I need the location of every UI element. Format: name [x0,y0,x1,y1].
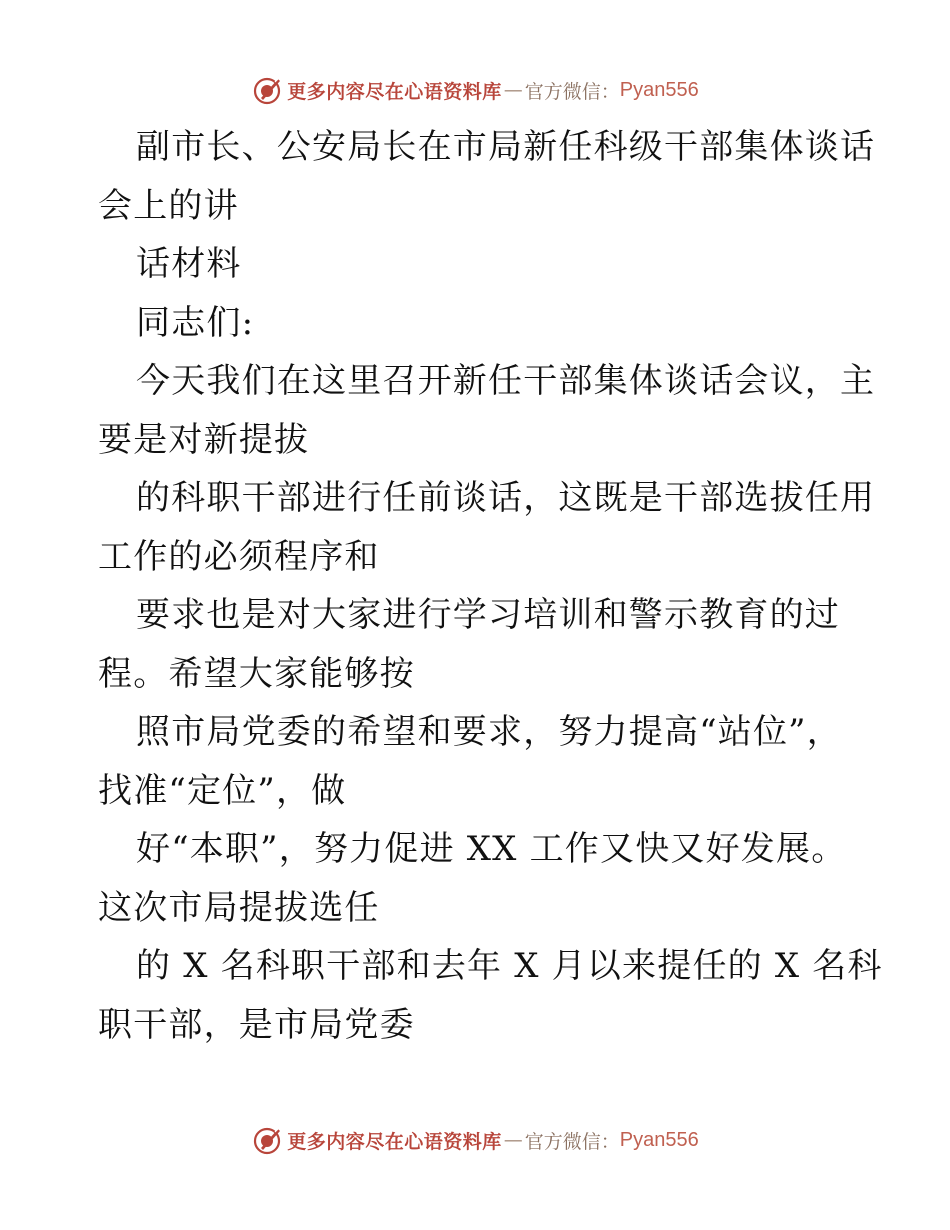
document-body [98,118,883,1054]
paragraph-line: 找准“定位”，做 [98,770,347,811]
wechat-id: Pyan556 [619,1128,699,1151]
wechat-label: 官方微信： [524,1130,620,1153]
paragraph-line: 照市局党委的希望和要求，努力提高“站位”， [136,712,842,752]
quill-pen-circle-icon [251,74,283,106]
paragraph-line: 工作的必须程序和 [98,536,380,577]
paragraph-line: 好“本职”，努力促进 XX 工作又快又好发展。 [136,829,847,869]
wechat-label: 官方微信： [524,80,620,103]
banner-separator: — [503,1129,523,1151]
brand-text: 更多内容尽在心语资料库 [287,80,502,103]
paragraph-line: 要是对新提拔 [98,419,310,460]
wechat-id: Pyan556 [619,78,699,101]
paragraph-line: 的科职干部进行任前谈话，这既是干部选拔任用 [136,478,876,518]
paragraph-line: 的 X 名科职干部和去年 X 月以来提任的 X 名科 [136,946,883,986]
paragraph-line: 话材料 [136,244,242,284]
quill-pen-circle-icon [251,1124,283,1156]
footer-banner [0,1120,950,1160]
paragraph-line: 要求也是对大家进行学习培训和警示教育的过 [136,595,840,635]
paragraph-line: 同志们: [136,302,255,343]
banner-separator: — [503,79,523,101]
paragraph-line: 副市长、公安局长在市局新任科级干部集体谈话 [136,127,876,167]
paragraph-line: 职干部，是市局党委 [98,1004,415,1045]
paragraph-line: 程。希望大家能够按 [98,653,415,694]
header-banner [0,70,950,110]
paragraph-line: 今天我们在这里召开新任干部集体谈话会议，主 [136,361,876,401]
paragraph-line: 会上的讲 [98,185,239,226]
paragraph-line: 这次市局提拔选任 [98,887,380,928]
brand-text: 更多内容尽在心语资料库 [287,1130,502,1153]
